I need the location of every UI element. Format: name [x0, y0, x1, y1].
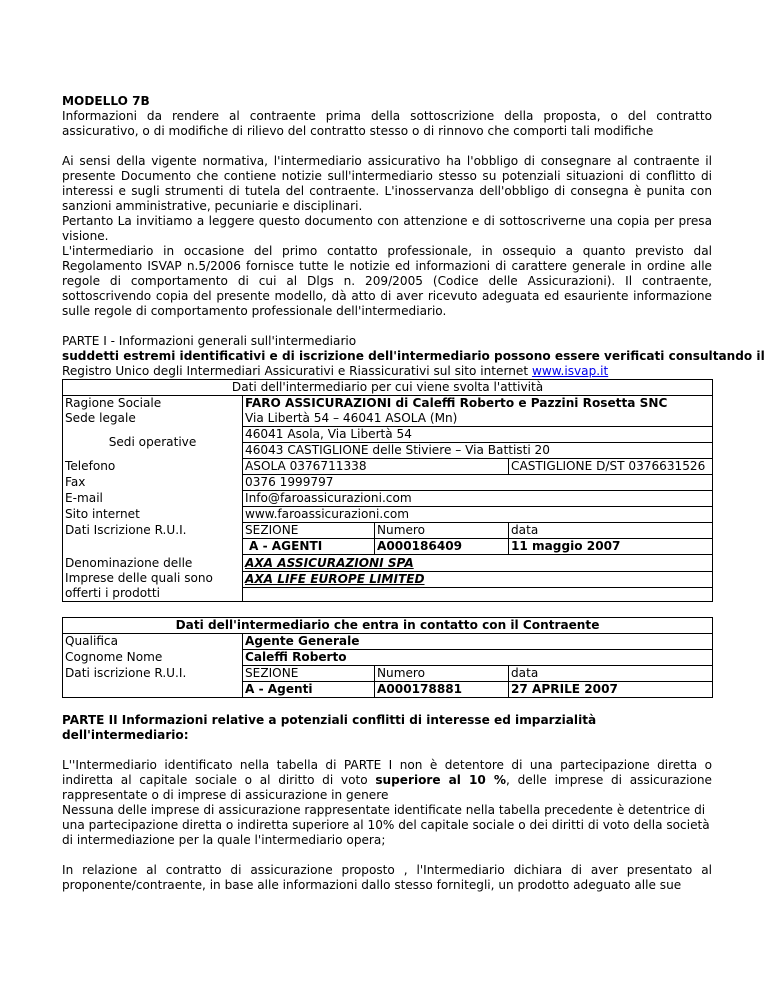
contact-numero-label: Numero	[375, 666, 509, 682]
contact-sezione-label: SEZIONE	[243, 666, 375, 682]
impresa-1: AXA ASSICURAZIONI SPA	[243, 555, 713, 572]
model-subtitle: Informazioni da rendere al contraente prima della sottoscrizione della proposta, o del contratto assicurativo, o di modifiche di rilievo del contratto stesso o di rinnovo che comporti tali modifiche	[62, 109, 712, 138]
intermediary-table-title: Dati dell'intermediario per cui viene svolta l'attività	[63, 380, 713, 396]
contact-table-title: Dati dell'intermediario che entra in contatto con il Contraente	[63, 618, 713, 634]
intro-paragraph-2: Pertanto La invitiamo a leggere questo documento con attenzione e di sottoscriverne una copia per presa visione.	[62, 214, 712, 243]
fax-value: 0376 1999797	[243, 475, 713, 491]
contact-sezione-value: A - Agenti	[243, 682, 375, 698]
numero-label: Numero	[375, 523, 509, 539]
contact-data-value: 27 APRILE 2007	[509, 682, 713, 698]
operative-value-2: 46043 CASTIGLIONE delle Stiviere – Via Battisti 20	[243, 443, 713, 459]
telefono-value-2: CASTIGLIONE D/ST 0376631526	[509, 459, 713, 475]
intermediary-table	[62, 379, 713, 602]
qualifica-value: Agente Generale	[243, 634, 713, 650]
threshold-text: superiore al 10 %	[375, 773, 507, 787]
data-label: data	[509, 523, 713, 539]
nome-value: Caleffi Roberto	[243, 650, 713, 666]
data-value: 11 maggio 2007	[509, 539, 713, 555]
operative-label: Sedi operative	[63, 427, 243, 459]
sede-label: Sede legale	[63, 411, 243, 427]
qualifica-label: Qualifica	[63, 634, 243, 650]
intro-paragraph-1: Ai sensi della vigente normativa, l'intermediario assicurativo ha l'obbligo di consegnare al contraente il presente Documento che contiene notizie sull'intermediario stesso su potenziali situazioni di conflitto di interessi e sugli strumenti di tutela del contraente. L'inosservanza dell'obbligo di consegna è punita con sanzioni amministrative, pecuniarie e disciplinari.	[62, 154, 712, 213]
imprese-label: Denominazione delle Imprese delle quali sono offerti i prodotti	[63, 555, 243, 602]
parte2-paragraph-2: Nessuna delle imprese di assicurazione rappresentate identificate nella tabella precedente è detentrice di una partecipazione diretta o indiretta superiore al 10% del capitale sociale o dei diritti di voto della società di intermediazione per la quale l'intermediario opera;	[62, 803, 710, 847]
fax-label: Fax	[63, 475, 243, 491]
parte2-paragraph-3: In relazione al contratto di assicurazione proposto , l'Intermediario dichiara di aver presentato al proponente/contraente, in base alle informazioni dallo stesso fornitegli, un prodotto adeguato alle sue	[62, 863, 712, 892]
email-label: E-mail	[63, 491, 243, 507]
numero-value: A000186409	[375, 539, 509, 555]
parte2-paragraph-1: L''Intermediario identificato nella tabella di PARTE I non è detentore di una partecipazione diretta o indiretta al capitale sociale o al diritto di voto superiore al 10 %, delle imprese di assicurazione rappresentate o di imprese di assicurazione in genere	[62, 758, 713, 802]
rui-label: Dati Iscrizione R.U.I.	[63, 523, 243, 539]
ragione-value: FARO ASSICURAZIONI di Caleffi Roberto e Pazzini Rosetta SNC	[243, 396, 713, 412]
document-page	[62, 94, 765, 893]
parte1-verify-line: suddetti estremi identificativi e di iscrizione dell'intermediario possono essere verificati consultando il	[62, 349, 765, 363]
contact-data-label: data	[509, 666, 713, 682]
intro-paragraph-3: L'intermediario in occasione del primo contatto professionale, in ossequio a quanto previsto dal Regolamento ISVAP n.5/2006 fornisce tutte le notizie ed informazioni di carattere generale in ordine alle regole di comportamento di cui al Dlgs n. 209/2005 (Codice delle Assicurazioni). Il contraente, sottoscrivendo copia del presente modello, dà atto di aver ricevuto adeguata ed esauriente informazione sulle regole di comportamento professionale dell'intermediario.	[62, 244, 712, 318]
sede-value: Via Libertà 54 – 46041 ASOLA (Mn)	[243, 411, 713, 427]
registry-text: Registro Unico degli Intermediari Assicurativi e Riassicurativi sul sito internet	[62, 364, 532, 378]
contact-table	[62, 617, 713, 698]
parte1-registry-line	[62, 364, 712, 379]
sito-label: Sito internet	[63, 507, 243, 523]
sito-value: www.faroassicurazioni.com	[243, 507, 713, 523]
nome-label: Cognome Nome	[63, 650, 243, 666]
contact-rui-label: Dati iscrizione R.U.I.	[63, 666, 243, 682]
isvap-link[interactable]: www.isvap.it	[531, 364, 609, 378]
contact-numero-value: A000178881	[375, 682, 509, 698]
parte2-heading: PARTE II Informazioni relative a potenziali conflitti di interesse ed imparzialità dell'intermediario:	[62, 713, 597, 742]
parte1-heading: PARTE I - Informazioni generali sull'intermediario	[62, 334, 357, 348]
sezione-label: SEZIONE	[243, 523, 375, 539]
model-title: MODELLO 7B	[62, 94, 150, 108]
telefono-label: Telefono	[63, 459, 243, 475]
sezione-value: A - AGENTI	[243, 539, 375, 555]
telefono-value-1: ASOLA 0376711338	[243, 459, 509, 475]
operative-value-1: 46041 Asola, Via Libertà 54	[243, 427, 713, 443]
email-value: Info@faroassicurazioni.com	[243, 491, 713, 507]
impresa-2: AXA LIFE EUROPE LIMITED	[243, 572, 713, 588]
ragione-label: Ragione Sociale	[63, 396, 243, 412]
